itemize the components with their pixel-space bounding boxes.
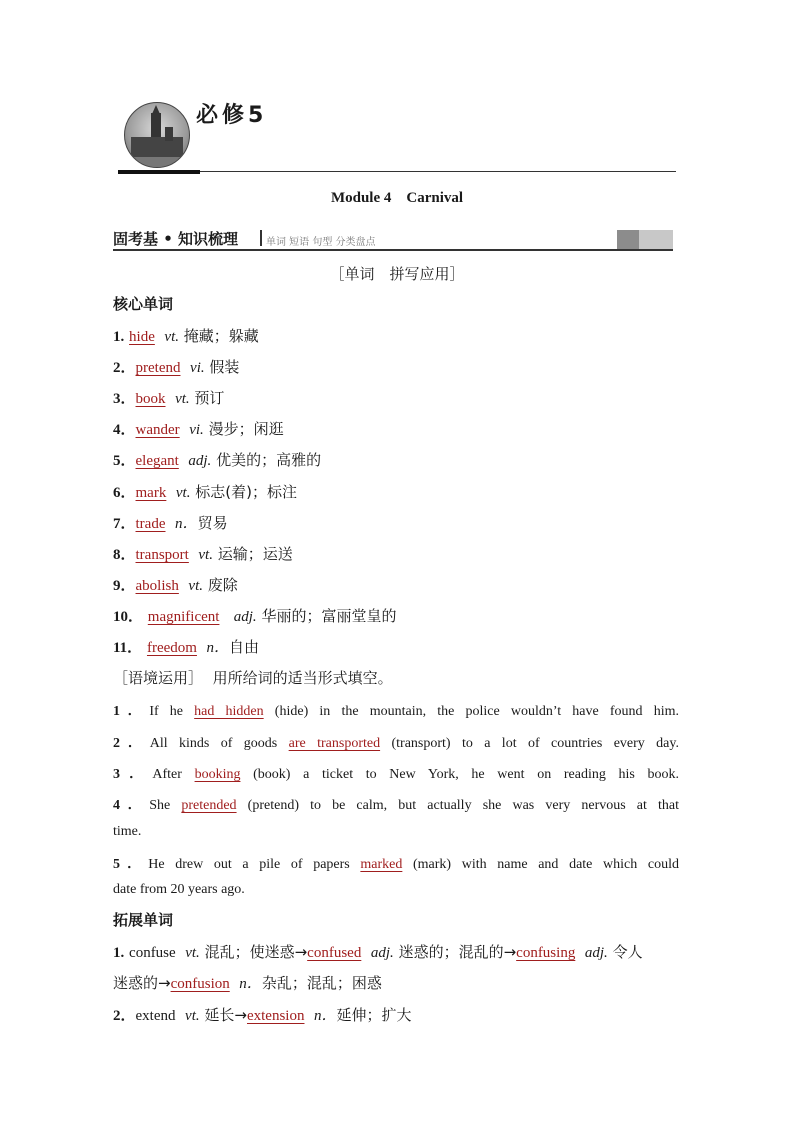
section-divider [260,230,262,246]
answer: magnificent [147,609,220,625]
core-word-item: 1. hide vt. 掩藏；躲藏 [113,327,259,345]
context-sentence: 4．She pretended (pretend) to be calm, but actually she was very nervous at that [113,798,680,813]
section-underline [113,249,673,251]
section-bar [113,228,673,250]
core-word-item: 10． magnificent adj. 华丽的；富丽堂皇的 [113,607,397,625]
core-word-item: 4．wander vi. 漫步；闲逛 [113,420,284,438]
context-sentence-cont: time. [113,824,142,839]
context-instruction: ［语境运用］ 用所给词的适当形式填空。 [113,669,393,687]
context-sentence: 2．All kinds of goods are transported (transport) to a lot of countries every day. [113,736,679,751]
answer: hide [129,329,155,345]
ext-word-item: 2．extend vt. 延长→extension n．延伸；扩大 [113,1006,412,1024]
header-rule-accent [118,170,200,174]
context-sentence-cont: date from 20 years ago. [113,882,245,897]
core-word-item: 9．abolish vt. 废除 [113,576,238,594]
ext-word-item-cont: 迷惑的→confusion n．杂乱；混乱；困惑 [113,974,382,992]
answer: extension [246,1008,305,1024]
answer: trade [135,516,166,532]
section-subtitle: 单词 短语 句型 分类盘点 [266,237,376,248]
answer: book [135,391,166,407]
answer: pretend [135,360,181,376]
context-label: ［语境运用］ [113,669,204,687]
words-title: ［单词 拼写应用］ [329,265,465,283]
ext-word-item: 1. confuse vt. 混乱；使迷惑→confused adj. 迷惑的；混乱的→confusing adj. 令人 [113,943,643,961]
ext-heading: 拓展单词 [113,911,174,929]
answer: mark [135,485,167,501]
core-word-item: 7．trade n．贸易 [113,514,228,532]
answer: booking [194,767,241,782]
section-block-light [639,230,673,249]
context-sentence: 5．He drew out a pile of papers marked (mark) with name and date which could [113,857,679,872]
module-title: Module 4 Carnival [330,190,464,206]
answer: abolish [135,578,179,594]
section-title: 固考基 • 知识梳理 [113,230,239,248]
answer: transport [135,547,189,563]
core-word-item: 6．mark vt. 标志(着)；标注 [113,483,297,501]
big-ben-logo [124,102,190,168]
core-word-item: 3．book vt. 预订 [113,389,225,407]
answer: had hidden [194,704,264,719]
answer: elegant [135,453,179,469]
answer: confusion [170,976,230,992]
answer: confused [307,945,362,961]
core-word-item: 2．pretend vi. 假装 [113,358,240,376]
section-block-dark [617,230,639,249]
core-word-item: 11． freedom n．自由 [113,638,260,656]
core-word-item: 8．transport vt. 运输；运送 [113,545,293,563]
answer: freedom [146,640,197,656]
header-rule [118,171,676,172]
volume-title: 必修5 [196,103,268,128]
answer: pretended [181,798,237,813]
answer: wander [135,422,180,438]
core-word-item: 5．elegant adj. 优美的；高雅的 [113,451,322,469]
context-sentence: 3．After booking (book) a ticket to New York, he went on reading his book. [113,767,680,782]
core-heading: 核心单词 [113,295,174,313]
answer: confusing [516,945,576,961]
answer: marked [360,857,403,872]
answer: are transported [288,736,381,751]
context-sentence: 1．If he had hidden (hide) in the mountain, the police wouldn’t have found him. [113,704,679,719]
